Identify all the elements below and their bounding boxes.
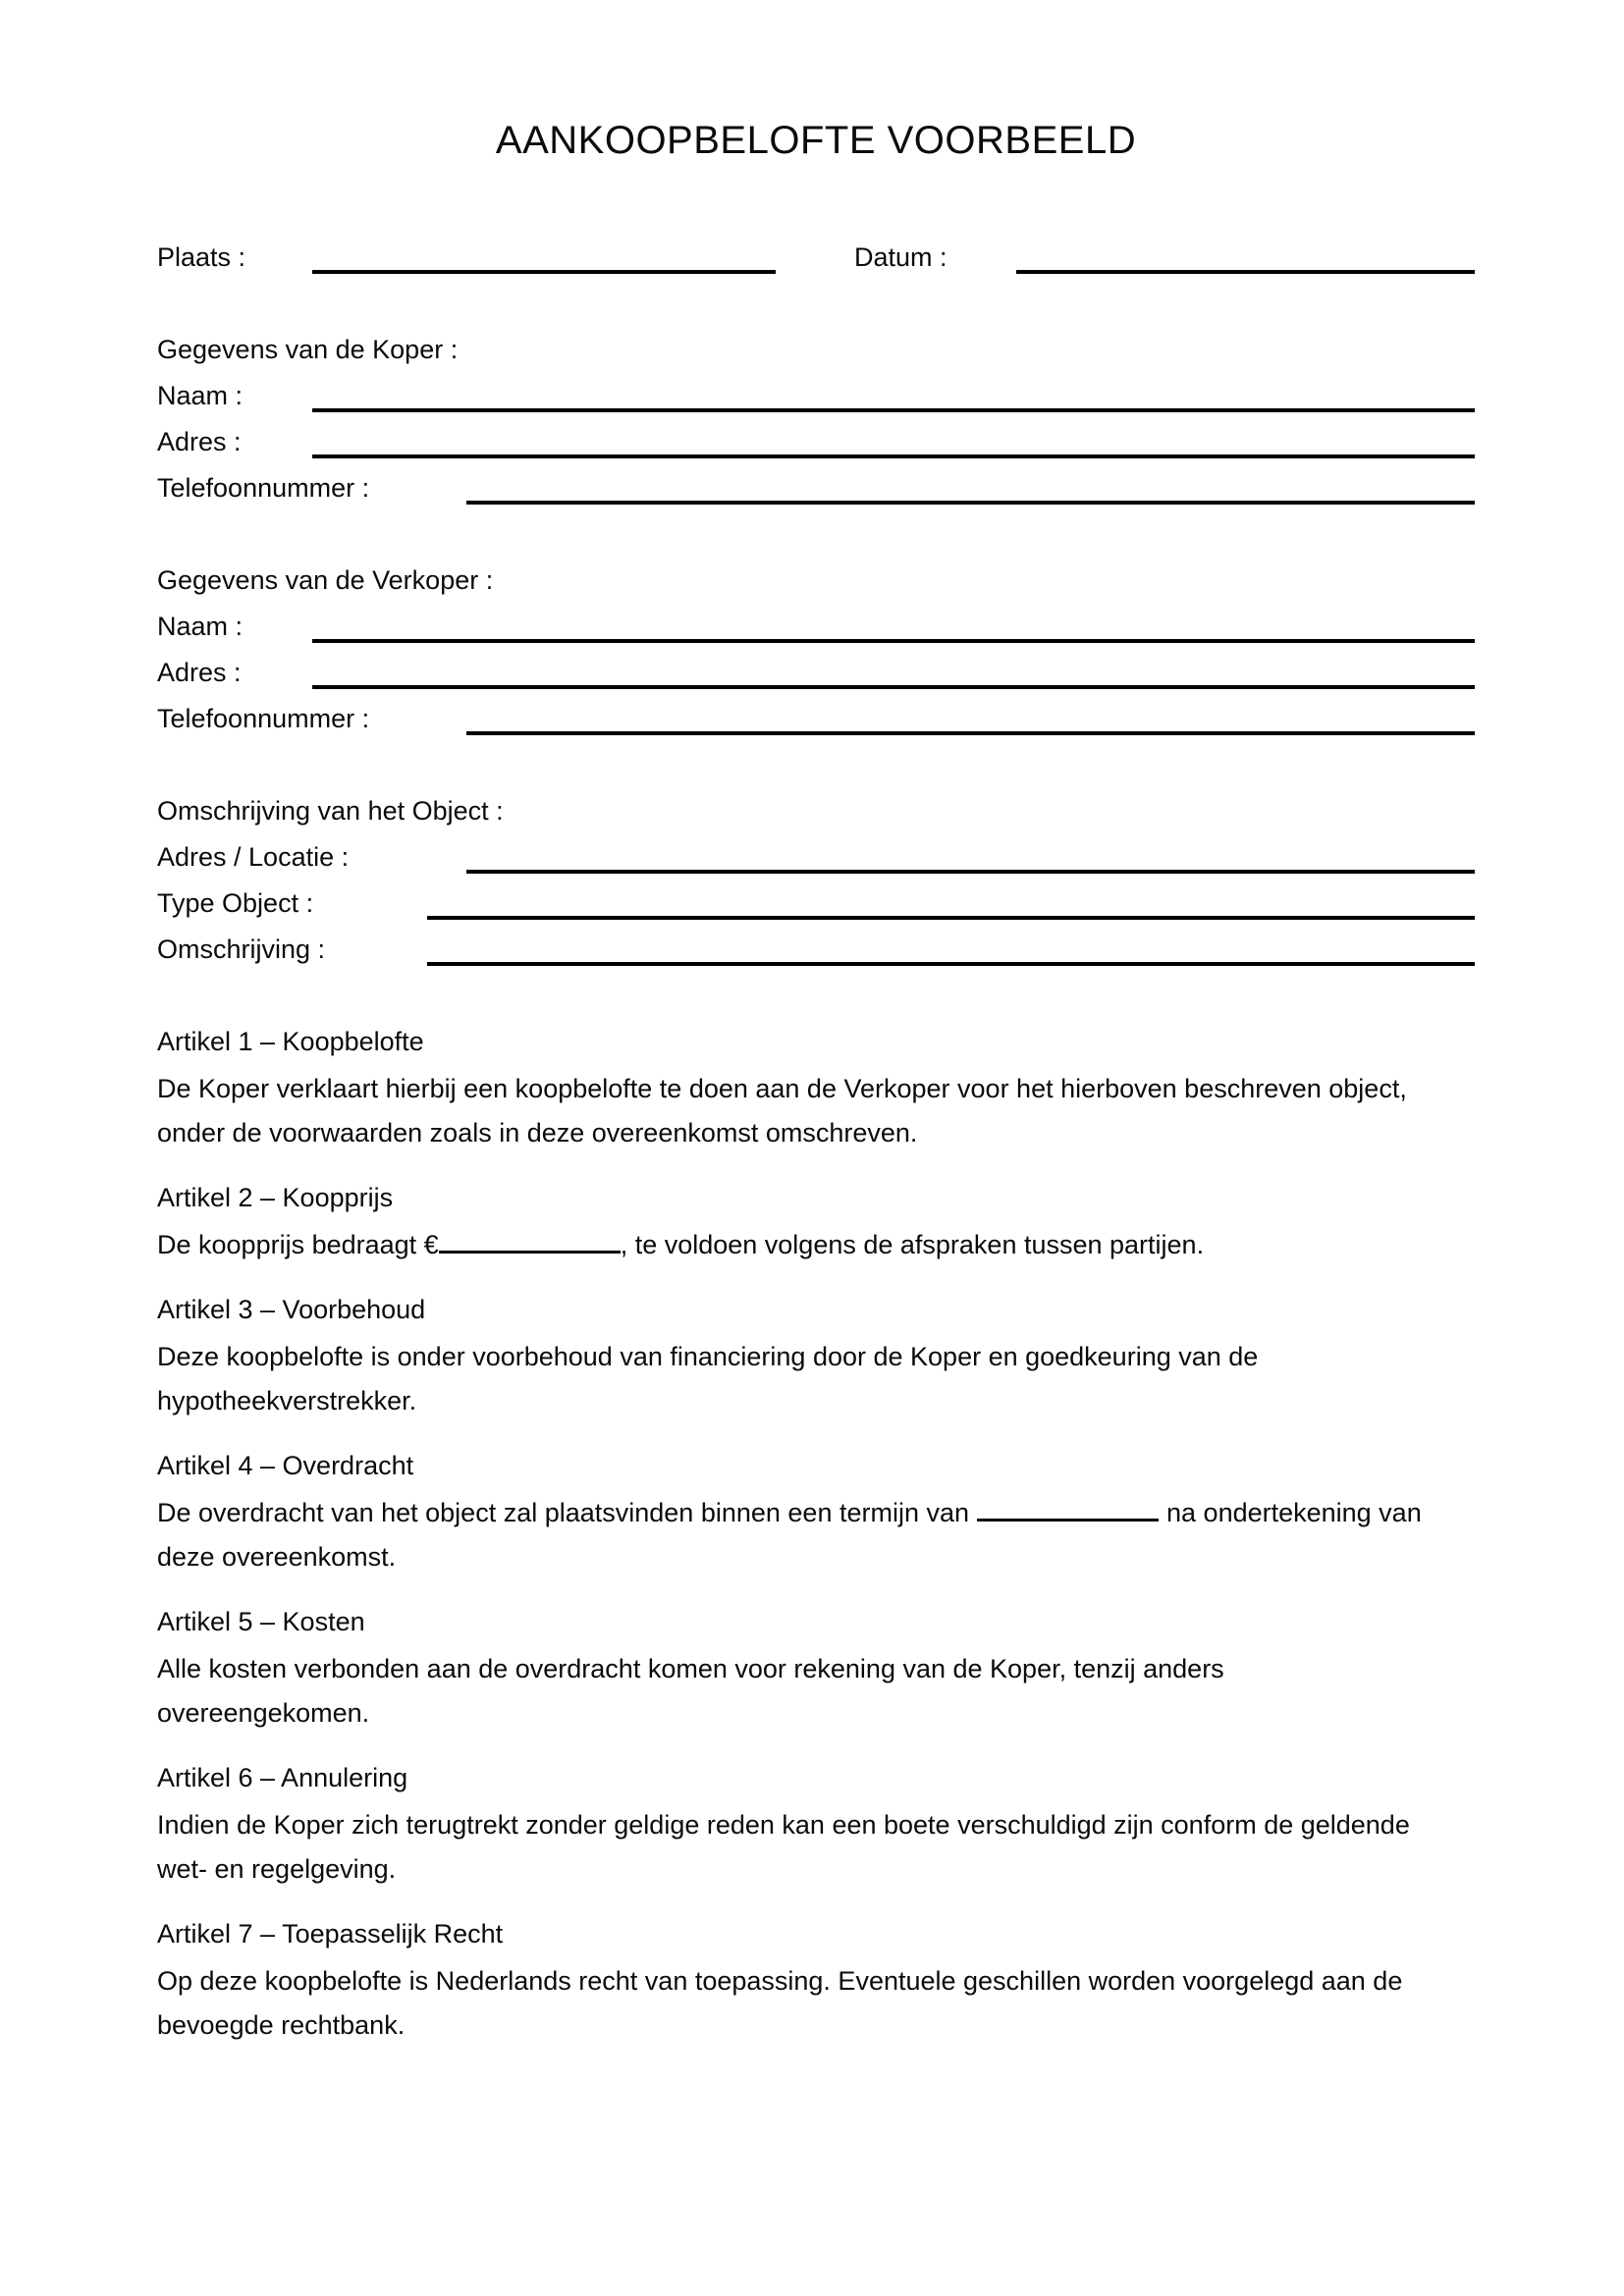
- koper-telefoon-row: [157, 465, 1475, 505]
- koper-naam-fill-line[interactable]: [312, 373, 1475, 412]
- article-4-text-prefix: De overdracht van het object zal plaatsvinden binnen een termijn van: [157, 1498, 970, 1527]
- article-4-line-2: deze overeenkomst.: [157, 1542, 397, 1572]
- article-6-line-1: Indien de Koper zich terugtrekt zonder geldige reden kan een boete verschuldigd zijn conform de geldende: [157, 1810, 1410, 1840]
- article-5-line-1: Alle kosten verbonden aan de overdracht komen voor rekening van de Koper, tenzij anders: [157, 1654, 1224, 1683]
- article-2: [157, 1181, 1475, 1267]
- koper-telefoon-fill-line[interactable]: [466, 465, 1475, 505]
- place-date-row: [157, 235, 1475, 274]
- article-5-body: [157, 1647, 1475, 1735]
- termijn-blank-line[interactable]: [977, 1499, 1159, 1522]
- verkoper-heading: Gegevens van de Verkoper :: [157, 565, 494, 595]
- koper-naam-row: [157, 373, 1475, 412]
- koper-adres-label: Adres :: [157, 427, 242, 456]
- article-4-body: [157, 1491, 1475, 1579]
- verkoper-naam-row: [157, 604, 1475, 643]
- object-omschrijving-fill-line[interactable]: [427, 927, 1475, 966]
- koper-adres-row: [157, 419, 1475, 458]
- article-1-heading: Artikel 1 – Koopbelofte: [157, 1027, 424, 1056]
- article-7: [157, 1917, 1475, 2048]
- article-3-heading: Artikel 3 – Voorbehoud: [157, 1295, 426, 1324]
- article-2-text-prefix: De koopprijs bedraagt €: [157, 1230, 439, 1259]
- article-6: [157, 1761, 1475, 1892]
- article-1-line-1: De Koper verklaart hierbij een koopbelofte te doen aan de Verkoper voor het hierboven beschreven object,: [157, 1074, 1407, 1103]
- section-koper: [157, 333, 1475, 505]
- object-adres-locatie-fill-line[interactable]: [466, 834, 1475, 874]
- article-1-body: [157, 1067, 1475, 1155]
- article-2-line-1: [157, 1223, 1475, 1267]
- article-6-line-2: wet- en regelgeving.: [157, 1854, 397, 1884]
- article-3-line-1: Deze koopbelofte is onder voorbehoud van financiering door de Koper en goedkeuring van de: [157, 1342, 1259, 1371]
- object-adres-locatie-row: [157, 834, 1475, 874]
- document-title: AANKOOPBELOFTE VOORBEELD: [495, 119, 1137, 162]
- article-7-body: [157, 1959, 1475, 2048]
- article-5-line-2: overeengekomen.: [157, 1698, 370, 1728]
- article-3-line-2: hypotheekverstrekker.: [157, 1386, 417, 1415]
- object-type-label: Type Object :: [157, 888, 314, 918]
- article-7-line-2: bevoegde rechtbank.: [157, 2010, 406, 2040]
- article-2-body: [157, 1223, 1475, 1267]
- article-2-text-suffix: , te voldoen volgens de afspraken tussen partijen.: [620, 1230, 1205, 1259]
- object-omschrijving-row: [157, 927, 1475, 966]
- verkoper-adres-label: Adres :: [157, 658, 242, 687]
- datum-label: Datum :: [854, 242, 947, 272]
- verkoper-telefoon-label: Telefoonnummer :: [157, 704, 370, 733]
- datum-fill-line[interactable]: [1016, 235, 1475, 274]
- article-5: [157, 1605, 1475, 1735]
- koopprijs-blank-line[interactable]: [439, 1231, 621, 1254]
- section-verkoper: [157, 563, 1475, 735]
- article-4-line-1: [157, 1491, 1475, 1535]
- article-4: [157, 1449, 1475, 1579]
- article-6-body: [157, 1803, 1475, 1892]
- plaats-label: Plaats :: [157, 242, 246, 272]
- plaats-fill-line[interactable]: [312, 235, 776, 274]
- koper-naam-label: Naam :: [157, 381, 244, 410]
- article-7-line-1: Op deze koopbelofte is Nederlands recht van toepassing. Eventuele geschillen worden voorgelegd aan de: [157, 1966, 1403, 1996]
- verkoper-naam-fill-line[interactable]: [312, 604, 1475, 643]
- koper-heading: Gegevens van de Koper :: [157, 335, 459, 364]
- article-6-heading: Artikel 6 – Annulering: [157, 1763, 408, 1792]
- article-7-heading: Artikel 7 – Toepasselijk Recht: [157, 1919, 504, 1949]
- koper-adres-fill-line[interactable]: [312, 419, 1475, 458]
- verkoper-adres-fill-line[interactable]: [312, 650, 1475, 689]
- koper-telefoon-label: Telefoonnummer :: [157, 473, 370, 503]
- article-3-body: [157, 1335, 1475, 1423]
- object-heading: Omschrijving van het Object :: [157, 796, 504, 826]
- article-4-heading: Artikel 4 – Overdracht: [157, 1451, 414, 1480]
- article-1: [157, 1025, 1475, 1155]
- object-type-row: [157, 881, 1475, 920]
- verkoper-naam-label: Naam :: [157, 612, 244, 641]
- verkoper-adres-row: [157, 650, 1475, 689]
- article-1-line-2: onder de voorwaarden zoals in deze overeenkomst omschreven.: [157, 1118, 918, 1148]
- article-3: [157, 1293, 1475, 1423]
- section-object: [157, 794, 1475, 966]
- object-type-fill-line[interactable]: [427, 881, 1475, 920]
- article-2-heading: Artikel 2 – Koopprijs: [157, 1183, 394, 1212]
- article-4-text-suffix: na ondertekening van: [1166, 1498, 1422, 1527]
- article-5-heading: Artikel 5 – Kosten: [157, 1607, 365, 1636]
- verkoper-telefoon-fill-line[interactable]: [466, 696, 1475, 735]
- verkoper-telefoon-row: [157, 696, 1475, 735]
- object-omschrijving-label: Omschrijving :: [157, 934, 326, 964]
- object-adres-locatie-label: Adres / Locatie :: [157, 842, 350, 872]
